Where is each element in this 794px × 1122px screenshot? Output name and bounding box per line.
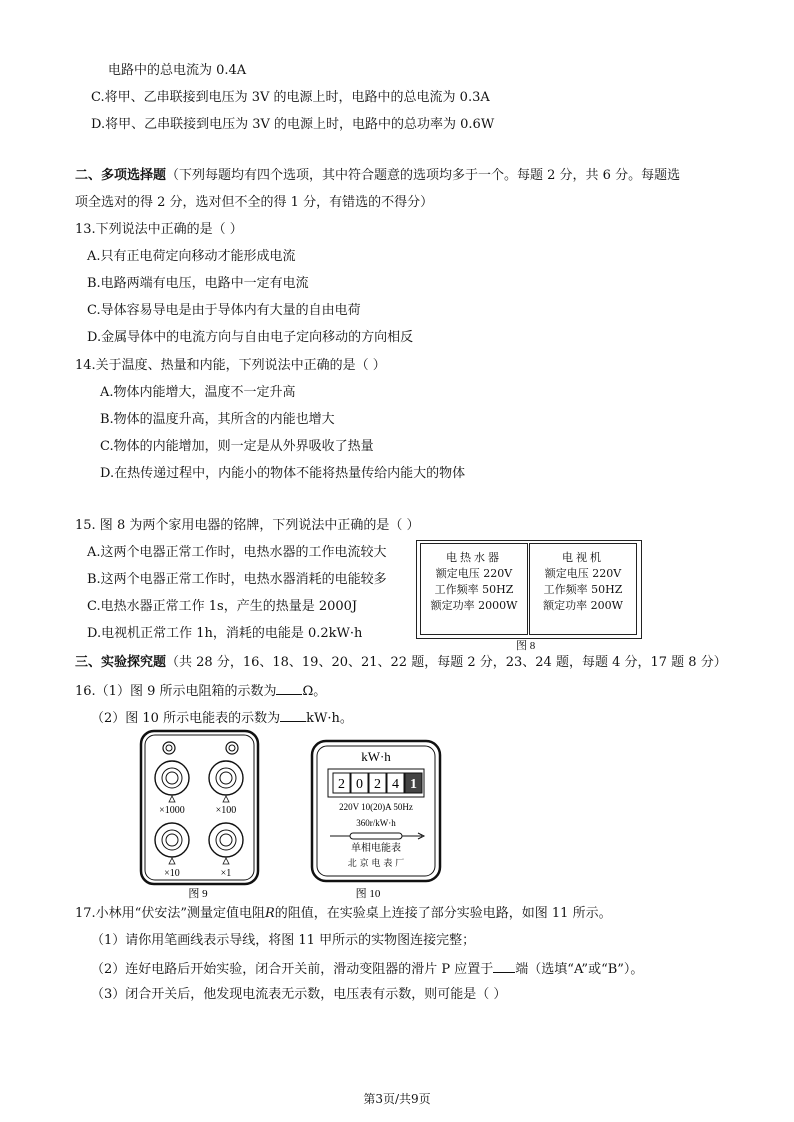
knob-icon [155, 823, 189, 864]
section-3-header [75, 654, 727, 672]
q17-text-rest: 的阻值，在实验桌上连接了部分实验电路，如图 11 所示。 [274, 906, 612, 921]
q13-option-a: A.只有正电荷定向移动才能形成电流 [87, 249, 296, 264]
q17-2-text: （2）连好电路后开始实验，闭合开关前，滑动变阻器的滑片 P 应置于 [91, 962, 494, 977]
dial-label: ×100 [215, 805, 237, 816]
q15-option-a: A.这两个电器正常工作时，电热水器的工作电流较大 [87, 545, 387, 560]
q15-option-c: C.电热水器正常工作 1s，产生的热量是 2000J [87, 599, 358, 614]
section-title: 三、实验探究题 [75, 655, 167, 670]
q17-text: 17.小林用“伏安法”测量定值电阻 [75, 906, 265, 921]
nameplate-frequency: 工作频率 50HZ [434, 583, 514, 596]
figure-10-energy-meter [308, 738, 448, 900]
section-desc: （下列每题均有四个选项，其中符合题意的选项均多于一个。每题 2 分，共 6 分。每题选 [166, 168, 681, 183]
terminal-icon [226, 742, 238, 754]
nameplate-voltage: 额定电压 220V [435, 567, 513, 580]
question-17 [75, 905, 612, 923]
q16-1-text: 16.（1）图 9 所示电阻箱的示数为 [75, 684, 277, 699]
q14-option-d: D.在热传递过程中，内能小的物体不能将热量传给内能大的物体 [100, 466, 466, 481]
answer-blank[interactable] [280, 708, 306, 722]
section-desc-2: 项全选对的得 2 分，选对但不全的得 1 分，有错选的不得分） [75, 195, 434, 210]
rotating-disc-icon [330, 833, 424, 839]
q13-option-d: D.金属导体中的电流方向与自由电子定向移动的方向相反 [87, 330, 414, 345]
question-15: 15. 图 8 为两个家用电器的铭牌，下列说法中正确的是（ ） [75, 518, 420, 533]
q17-symbol: R [264, 906, 275, 921]
meter-digits [333, 773, 422, 793]
q14-option-b: B.物体的温度升高，其所含的内能也增大 [100, 412, 335, 427]
meter-decimal-digit: 1 [410, 777, 417, 792]
knob-icon [155, 761, 189, 802]
meter-digit: 2 [338, 777, 345, 792]
answer-blank[interactable] [493, 959, 515, 973]
meter-unit: kW·h [361, 749, 391, 764]
question-16-1 [75, 681, 326, 701]
figure-9-resistance-box [138, 728, 262, 900]
nameplate-power: 额定功率 200W [543, 599, 623, 612]
q15-option-b: B.这两个电器正常工作时，电热水器消耗的电能较多 [87, 572, 387, 587]
figure-10-caption: 图 10 [355, 888, 381, 900]
terminal-icon [163, 742, 175, 754]
meter-digit: 4 [392, 777, 399, 792]
q16-2-unit: kW·h。 [306, 711, 353, 726]
nameplate-power: 额定功率 2000W [430, 599, 518, 612]
answer-blank[interactable] [276, 681, 302, 695]
section-desc: （共 28 分，16、18、19、20、21、22 题，每题 2 分，23、24 题，每题 4 分，17 题 8 分） [166, 655, 727, 670]
figure-9-caption: 图 9 [188, 888, 208, 900]
question-16-2 [91, 708, 353, 728]
section-title: 二、多项选择题 [75, 168, 167, 183]
question-17-1: （1）请你用笔画线表示导线，将图 11 甲所示的实物图连接完整； [91, 933, 476, 948]
meter-maker: 北 京 电 表 厂 [347, 859, 405, 869]
dial-label: ×10 [164, 868, 180, 879]
q13-option-b: B.电路两端有电压，电路中一定有电流 [87, 276, 309, 291]
option-c: C.将甲、乙串联接到电压为 3V 的电源上时，电路中的总电流为 0.3A [91, 90, 490, 105]
question-17-2 [91, 959, 643, 979]
q15-option-d: D.电视机正常工作 1h，消耗的电能是 0.2kW·h [87, 626, 363, 641]
meter-name: 单相电能表 [351, 843, 401, 854]
page-footer: 第3页/共9页 [363, 1092, 431, 1106]
nameplate-title: 电热水器 [446, 551, 502, 564]
knob-icon [209, 823, 243, 864]
knob-icon [209, 761, 243, 802]
nameplate-water-heater [420, 543, 528, 635]
meter-rate: 360r/kW·h [356, 818, 396, 828]
q17-2-text-rest: 端（选填“A”或“B”）。 [515, 962, 644, 977]
question-13: 13.下列说法中正确的是（ ） [75, 222, 243, 237]
question-17-3: （3）闭合开关后，他发现电流表无示数，电压表有示数，则可能是（ ） [91, 987, 507, 1002]
q13-option-c: C.导体容易导电是由于导体内有大量的自由电荷 [87, 303, 361, 318]
question-14: 14.关于温度、热量和内能，下列说法中正确的是（ ） [75, 358, 386, 373]
meter-digit: 0 [356, 777, 363, 792]
nameplate-frequency: 工作频率 50HZ [543, 583, 623, 596]
q16-2-text: （2）图 10 所示电能表的示数为 [91, 711, 281, 726]
option-d: D.将甲、乙串联接到电压为 3V 的电源上时，电路中的总功率为 0.6W [91, 117, 495, 132]
nameplate-voltage: 额定电压 220V [544, 567, 622, 580]
figure-8-caption: 图 8 [516, 640, 536, 652]
q16-1-unit: Ω。 [302, 684, 327, 699]
q14-option-c: C.物体的内能增加，则一定是从外界吸收了热量 [100, 439, 374, 454]
dial-label: ×1 [220, 868, 232, 879]
section-2-header [75, 167, 680, 185]
dial-label: ×1000 [159, 805, 185, 816]
meter-specs: 220V 10(20)A 50Hz [339, 802, 413, 812]
meter-digit: 2 [374, 777, 381, 792]
nameplate-tv [529, 543, 637, 635]
q14-option-a: A.物体内能增大，温度不一定升高 [100, 385, 296, 400]
nameplate-title: 电视机 [562, 551, 604, 564]
option-line: 电路中的总电流为 0.4A [108, 63, 247, 78]
